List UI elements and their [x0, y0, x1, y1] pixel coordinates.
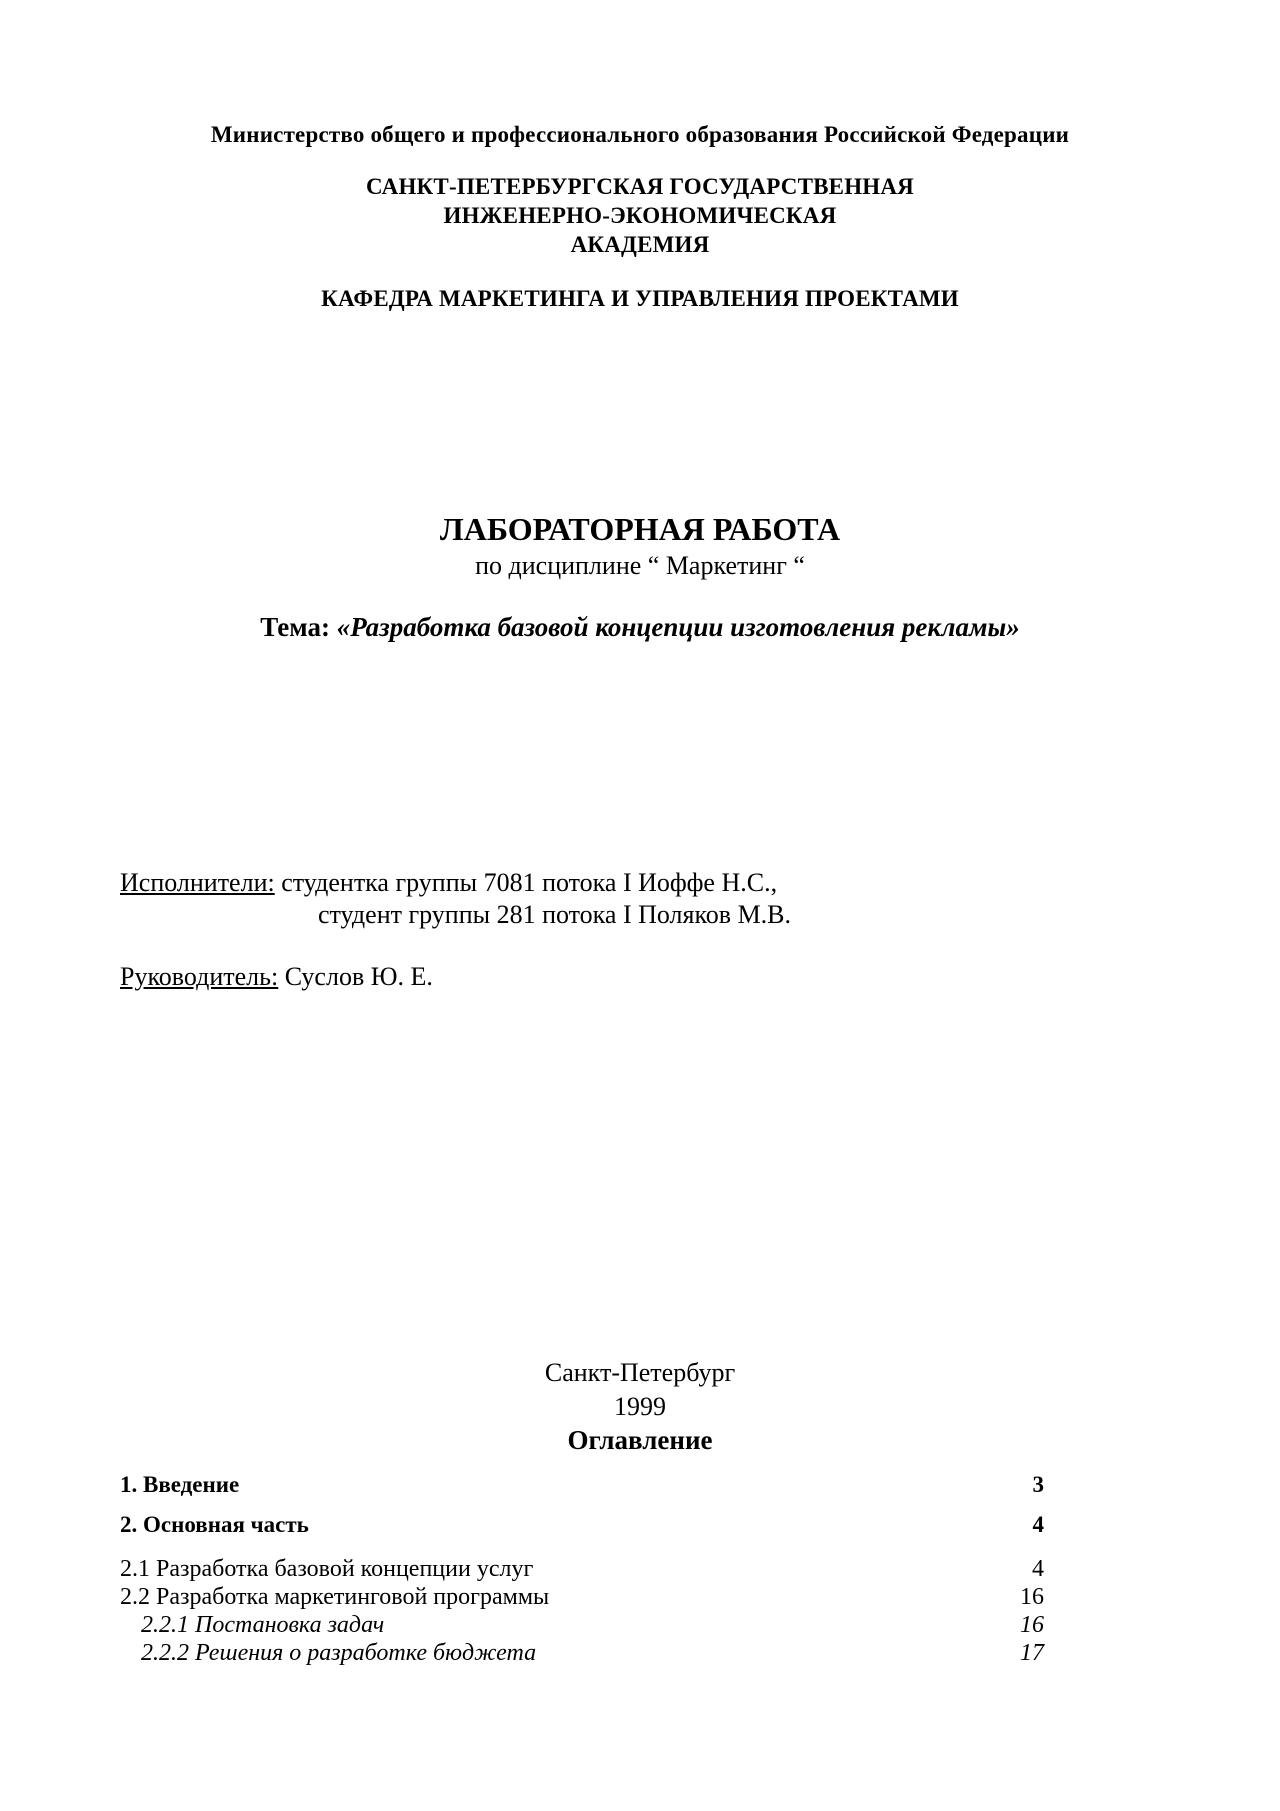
- toc-entry: [120, 1472, 1044, 1498]
- toc-entry: [141, 1640, 1044, 1667]
- supervisor-name: Суслов Ю. Е.: [278, 962, 433, 991]
- supervisor-line: [120, 962, 433, 992]
- topic-line: [0, 612, 1280, 643]
- executor-2: студент группы 281 потока I Поляков М.В.: [318, 900, 792, 929]
- academy-line-2: ИНЖЕНЕРНО-ЭКОНОМИЧЕСКАЯ: [443, 203, 837, 228]
- toc-entry-page: 4: [1032, 1556, 1044, 1582]
- toc-entry-label: 2.2 Разработка маркетинговой программы: [120, 1584, 550, 1610]
- toc-entry-label: 2.2.2 Решения о разработке бюджета: [141, 1640, 537, 1666]
- toc-entry-page: 16: [1020, 1612, 1044, 1638]
- executors-line: [120, 868, 777, 898]
- toc-entry-label: 2.2.1 Постановка задач: [141, 1612, 385, 1638]
- work-type-title: ЛАБОРАТОРНАЯ РАБОТА: [439, 511, 841, 547]
- toc-entry: [120, 1584, 1044, 1611]
- toc-heading: Оглавление: [567, 1425, 713, 1455]
- toc-entry: [120, 1556, 1044, 1583]
- toc-entry-page: 3: [1032, 1472, 1044, 1497]
- year: 1999: [614, 1392, 666, 1421]
- supervisor-label: Руководитель:: [120, 962, 279, 991]
- academy-line-1: САНКТ-ПЕТЕРБУРГСКАЯ ГОСУДАРСТВЕННАЯ: [365, 174, 914, 199]
- toc-entry-page: 16: [1020, 1584, 1044, 1610]
- discipline-line: по дисциплине “ Маркетинг “: [475, 551, 805, 580]
- academy-line-3: АКАДЕМИЯ: [570, 232, 710, 257]
- toc-entry-label: 2. Основная часть: [120, 1512, 309, 1537]
- toc-entry-page: 17: [1020, 1640, 1044, 1666]
- topic-label: Тема:: [260, 612, 330, 642]
- ministry-line: Министерство общего и профессионального образования Российской Федерации: [210, 122, 1070, 147]
- toc-entry-label: 1. Введение: [120, 1472, 240, 1497]
- department-line: КАФЕДРА МАРКЕТИНГА И УПРАВЛЕНИЯ ПРОЕКТАМИ: [321, 286, 959, 311]
- topic-text: «Разработка базовой концепции изготовления рекламы»: [336, 612, 1020, 642]
- toc-entry-page: 4: [1032, 1512, 1044, 1537]
- executors-label: Исполнители:: [120, 868, 275, 897]
- city: Санкт-Петербург: [544, 1358, 736, 1387]
- toc-entry: [141, 1612, 1044, 1639]
- toc-entry: [120, 1512, 1044, 1538]
- executor-1: студентка группы 7081 потока I Иоффе Н.С.,: [274, 868, 778, 897]
- toc-entry-label: 2.1 Разработка базовой концепции услуг: [120, 1556, 534, 1582]
